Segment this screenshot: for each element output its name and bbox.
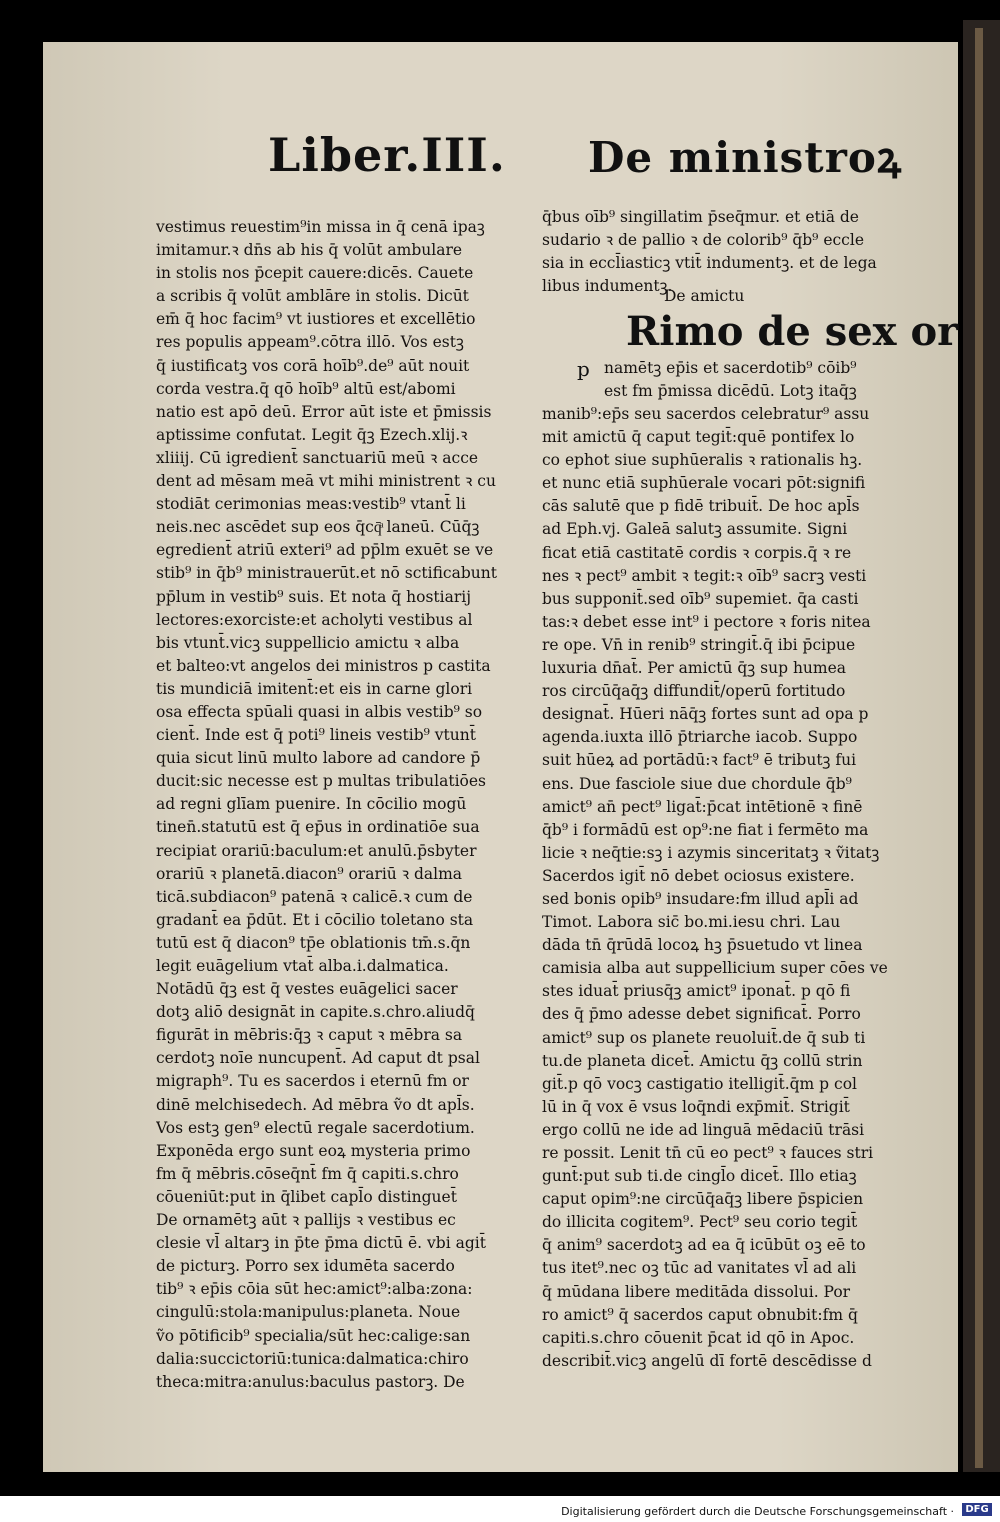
running-head-left: Liber.III. [268, 128, 506, 182]
text-line: Notādū q̄ꝫ est q̄ vestes euāgelici sacer [156, 980, 458, 999]
text-line: ducit:sic necesse est p multas tribulatiōes [156, 772, 486, 791]
text-line: ro amict⁹ q̄ sacerdos caput obnubit:fm q̄ [542, 1305, 858, 1324]
text-line: tus itet⁹.nec oꝫ tūc ad vanitates vl̄ ad ali [542, 1259, 857, 1278]
text-line: cient̄. Inde est q̄ poti⁹ lineis vestib⁹ vtunt̄ [156, 726, 476, 745]
text-line: dāda tn̄ q̄rūdā locoꝝ hꝫ p̄suetudo vt linea [542, 936, 863, 955]
text-line: ens. Due fasciole siue due chordule q̄b⁹ [542, 774, 852, 793]
text-line: vestimus reuestim⁹in missa in q̄ cenā ipaꝫ [156, 218, 485, 236]
text-line: xliiij. Cū igredient̄ sanctuariū meū ꝛ acce [156, 448, 479, 467]
text-line: ergo collū ne ide ad linguā mēdaciū trāsi [542, 1120, 865, 1139]
text-line: ros circūq̄aq̄ꝫ diffundit̄/operū fortitudo [542, 682, 846, 701]
text-line: stib⁹ in q̄b⁹ ministrauerūt.et nō sctificabunt [156, 564, 497, 583]
text-line: co ephot siue suphūeralis ꝛ rationalis hꝫ. [542, 451, 863, 470]
text-line: sia in eccl̄iasticꝫ vtit̄ indumentꝫ. et de lega [542, 254, 877, 273]
section-heading: De amictu [664, 287, 745, 305]
text-line: Timot. Labora sic̄ bo.mi.iesu chri. Lau [542, 913, 841, 932]
text-line: legit euāgelium vtat̄ alba.i.dalmatica. [156, 957, 449, 975]
text-line: sudario ꝛ de pallio ꝛ de colorib⁹ q̄b⁹ eccle [542, 231, 864, 250]
right-initial-lines [604, 357, 857, 403]
text-line: q̄ anim⁹ sacerdotꝫ ad ea q̄ icūbūt oꝫ eē to [542, 1236, 866, 1255]
text-line: De ornamētꝫ aūt ꝛ pallijs ꝛ vestibus ec [156, 1211, 456, 1230]
text-line: suit hūeꝝ ad portādū:ꝛ fact⁹ ē tributꝫ fui [542, 751, 857, 770]
text-line: gunt̄:put sub ti.de cingl̄o dicet̄. Illo etiaꝫ [542, 1167, 857, 1186]
text-line: a scribis q̄ volūt amblāre in stolis. Dicūt [156, 287, 469, 306]
text-line: cerdotꝫ noīe nuncupent̄. Ad caput dt psal [156, 1049, 480, 1068]
text-line: tib⁹ ꝛ ep̄is cōia sūt hec:amict⁹:alba:zona: [156, 1280, 473, 1299]
text-line: re possit. Lenit tn̄ cū eo pect⁹ ꝛ fauces stri [542, 1144, 874, 1162]
text-line: dotꝫ aliō designāt in capite.s.chro.aliudq̄ [156, 1003, 475, 1022]
digitization-credit: Digitalisierung gefördert durch die Deutsche Forschungsgemeinschaft · [561, 1505, 954, 1518]
text-line: capiti.s.chro cōuenit p̄cat id qō in Apoc. [542, 1328, 855, 1347]
text-line: Exponēda ergo sunt eoꝝ mysteria primo [156, 1141, 471, 1160]
text-line: libus indumentꝫ. [542, 277, 673, 296]
text-line: manib⁹:ep̄s seu sacerdos celebratur⁹ assu [542, 405, 870, 423]
text-line: quia sicut linū multo labore ad candore p̄ [156, 749, 481, 768]
text-line: amict⁹ an̄ pect⁹ ligat̄:p̄cat intētionē ꝛ finē [542, 797, 863, 816]
text-line: cōueniūt:put in q̄libet capl̄o distinguet̄ [156, 1187, 457, 1206]
text-line: cingulū:stola:manipulus:planeta. Noue [156, 1303, 461, 1322]
text-line: tinen̄.statutū est q̄ ep̄us in ordinatiōe sua [156, 818, 480, 837]
text-line: tu.de planeta dicet̄. Amictu q̄ꝫ collū strin [542, 1051, 863, 1070]
text-line: osa effecta spūali quasi in albis vestib⁹ so [156, 702, 483, 721]
text-line: ticā.subdiacon⁹ patenā ꝛ calicē.ꝛ cum de [156, 887, 473, 906]
text-line: theca:mitra:anulus:baculus pastorꝫ. De [156, 1372, 465, 1391]
running-head-right: De ministroꝝ [588, 133, 903, 182]
text-line: designat̄. Hūeri nāq̄ꝫ fortes sunt ad opa p [542, 705, 869, 724]
text-line: do illicita cogitem⁹. Pect⁹ seu corio tegit̄ [542, 1213, 858, 1232]
text-line: gradant̄ ea p̄dūt. Et i cōcilio toletano sta [156, 910, 474, 929]
text-line: amict⁹ sup os planete reuoluit̄.de q̄ sub ti [542, 1028, 866, 1047]
text-line: et balteo:vt angelos dei ministros p castita [156, 656, 491, 675]
bleed-through-text [206, 130, 221, 179]
left-column [156, 216, 516, 1394]
text-line: neis.nec ascēdet sup eos q̄cq̄ͣ laneū. Cūq̄ꝫ [156, 518, 480, 537]
text-line: dent ad mēsam meā vt mihi ministrent ꝛ cu [156, 472, 496, 491]
text-line: Vos estꝫ gen⁹ electū regale sacerdotium. [156, 1118, 475, 1137]
text-line: recipiat orariū:baculum:et anulū.p̄sbyter [156, 841, 477, 860]
text-line: stes iduat̄ priusq̄ꝫ amict⁹ iponat̄. p qō fi [542, 982, 851, 1001]
text-line: corda vestra.q̄ qō hoīb⁹ altū est/abomi [156, 379, 456, 398]
text-line: cās salutē que p fidē tribuit̄. De hoc apl̄s [542, 497, 860, 516]
text-line: ad regni glīam puenire. In cōcilio mogū [156, 795, 467, 814]
text-line: tas:ꝛ debet esse int⁹ i pectore ꝛ foris nitea [542, 612, 871, 631]
text-line: egredient̄ atriū exteri⁹ ad pp̄lm exuēt se ve [156, 541, 494, 560]
text-line: luxuria dn̄at̄. Per amictū q̄ꝫ sup humea [542, 659, 847, 678]
text-line: et nunc etiā suphūerale vocari pōt:signifi [542, 474, 866, 493]
text-line: bus supponit̄.sed oīb⁹ supemiet. q̄a casti [542, 589, 859, 608]
text-line: caput opim⁹:ne circūq̄aq̄ꝫ libere p̄spicien [542, 1190, 864, 1209]
text-line: ficat etiā castitatē cordis ꝛ corpis.q̄ ꝛ re [542, 543, 852, 562]
text-line: git̄.p qō vocꝫ castigatio itelligit̄.q̄m p col [542, 1074, 857, 1093]
text-line: q̄b⁹ i formādū est op⁹:ne fiat i fermēto ma [542, 820, 869, 839]
text-line: namētꝫ ep̄is et sacerdotib⁹ cōib⁹ [604, 359, 857, 377]
text-line: ad Eph.vj. Galeā salutꝫ assumite. Signi [542, 520, 848, 539]
text-line: dinē melchisedech. Ad mēbra ṽo dt apl̄s. [156, 1095, 475, 1114]
text-line: q̄ iustificatꝫ vos corā hoīb⁹.de⁹ aūt nouit [156, 356, 470, 375]
text-line: nes ꝛ pect⁹ ambit ꝛ tegit:ꝛ oīb⁹ sacrꝫ vesti [542, 566, 867, 585]
guide-letter: p [577, 357, 590, 381]
text-line: pp̄lum in vestib⁹ suis. Et nota q̄ hostiarij [156, 587, 472, 606]
dfg-logo: DFG [962, 1503, 992, 1516]
text-line: mit amictū q̄ caput tegit̄:quē pontifex lo [542, 428, 855, 447]
text-line: res populis appeam⁹.cōtra illō. Vos estꝫ [156, 333, 464, 352]
text-line: q̄bus oīb⁹ singillatim p̄seq̄mur. et etiā de [542, 208, 859, 226]
text-line: agenda.iuxta illō p̄triarche iacob. Suppo [542, 728, 858, 747]
text-line: ṽo pōtificib⁹ specialia/sūt hec:calige:san [156, 1326, 471, 1345]
text-line: tutū est q̄ diacon⁹ tp̄e oblationis tm̄.s.q̄n [156, 933, 471, 952]
text-line: aptissime confutat. Legit q̄ꝫ Ezech.xlij.ꝛ [156, 425, 468, 444]
right-column [542, 403, 888, 1373]
text-line: fm q̄ mēbris.cōseq̄nt̄ fm q̄ capiti.s.chro [156, 1164, 459, 1183]
text-line: sed bonis opib⁹ insudare:fm illud apl̄i ad [542, 889, 859, 908]
text-line: bis vtunt̄.vicꝫ suppellicio amictu ꝛ alba [156, 633, 460, 652]
text-line: lū in q̄ vox ē vsus loq̄ndi exp̄mit̄. Strigit̄ [542, 1097, 850, 1116]
initial-heading: Rimo de sex or [626, 308, 959, 355]
text-line: em̄ q̄ hoc facim⁹ vt iustiores et excellētio [156, 310, 476, 329]
book-spine-strip [975, 28, 983, 1468]
text-line: de picturꝫ. Porro sex idumēta sacerdo [156, 1257, 455, 1276]
text-line: tis mundiciā imitent̄:et eis in carne glori [156, 679, 473, 698]
text-line: clesie vl̄ altarꝫ in p̄te p̄ma dictū ē. vbi agit̄ [156, 1234, 486, 1253]
text-line: q̄ mūdana libere meditāda dissolui. Por [542, 1282, 851, 1301]
text-line: est fm p̄missa dicēdū. Lotꝫ itaq̄ꝫ [604, 382, 857, 401]
text-line: lectores:exorciste:et acholyti vestibus al [156, 610, 473, 629]
text-line: licie ꝛ neq̄tie:sꝫ i azymis sinceritatꝫ ꝛ ṽitatꝫ [542, 843, 880, 862]
text-line: re ope. Vn̄ in renib⁹ stringit̄.q̄ ibi p̄cipue [542, 635, 856, 654]
right-column-top [542, 206, 907, 298]
text-line: des q̄ p̄mo adesse debet significat̄. Porro [542, 1005, 861, 1024]
text-line: figurāt in mēbris:q̄ꝫ ꝛ caput ꝛ mēbra sa [156, 1026, 463, 1045]
text-line: migraph⁹. Tu es sacerdos i eternū fm or [156, 1072, 469, 1091]
text-line: dalia:succictoriū:tunica:dalmatica:chiro [156, 1349, 469, 1368]
text-line: imitamur.ꝛ dn̄s ab his q̄ volūt ambulare [156, 241, 463, 260]
text-line: camisia alba aut suppellicium super cōes ve [542, 959, 888, 978]
text-line: describit̄.vicꝫ angelū dī fortē descēdisse d [542, 1351, 872, 1370]
text-line: orariū ꝛ planetā.diacon⁹ orariū ꝛ dalma [156, 864, 463, 883]
text-line: in stolis nos p̄cepit cauere:dicēs. Cauete [156, 264, 474, 283]
text-line: stodiāt cerimonias meas:vestib⁹ vtant̄ li [156, 495, 466, 514]
text-line: Sacerdos igit̄ nō debet ociosus existere. [542, 866, 855, 885]
text-line: natio est apō deū. Error aūt iste et p̄missis [156, 402, 492, 421]
